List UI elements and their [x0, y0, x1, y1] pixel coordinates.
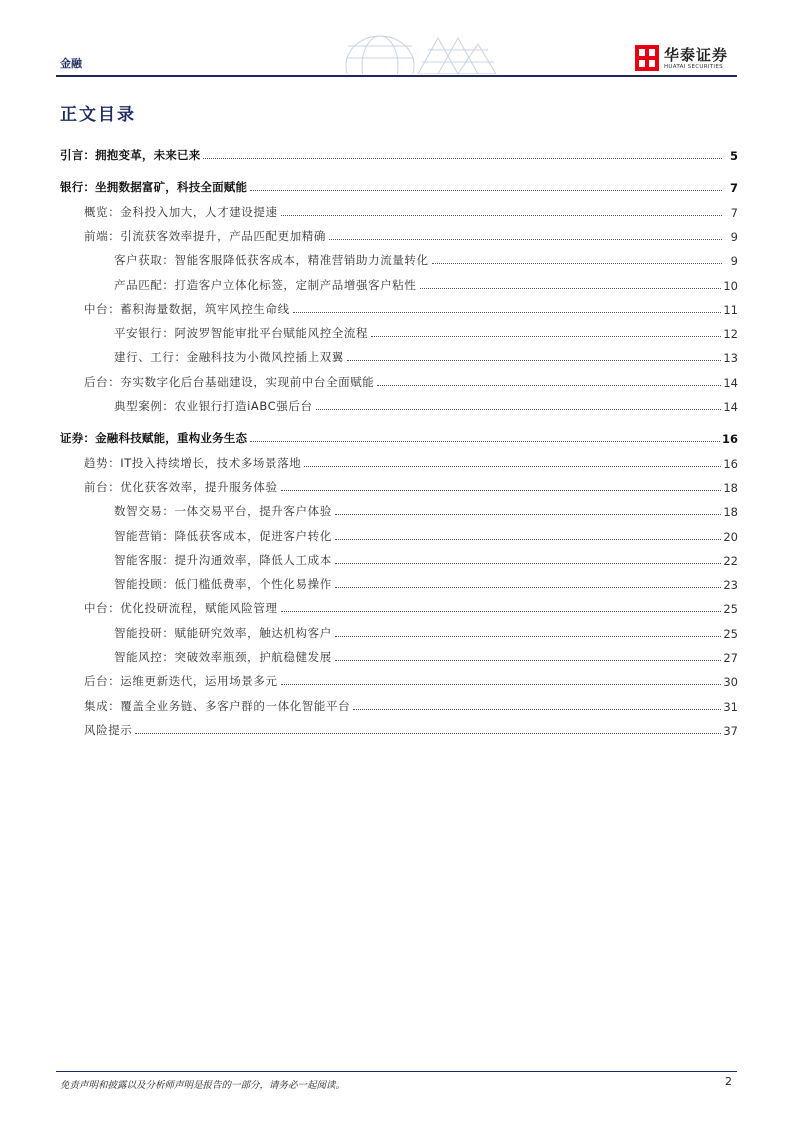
toc-entry-title: 建行、工行：金融科技为小微风控插上双翼: [114, 350, 344, 365]
toc-entry-page: 10: [723, 278, 738, 293]
toc-entry[interactable]: [84, 370, 738, 390]
toc-entry-title: 前台：优化获客效率，提升服务体验: [84, 479, 278, 494]
huatai-logo-mark-icon: [634, 44, 660, 72]
toc-leader-dots: [304, 466, 721, 467]
toc-entry-page: 23: [723, 578, 738, 593]
toc-leader-dots: [203, 158, 722, 159]
toc-entry[interactable]: [84, 451, 738, 471]
toc-leader-dots: [135, 733, 721, 734]
page-number: 2: [725, 1075, 732, 1088]
toc-entry-page: 25: [723, 602, 738, 617]
toc-entry[interactable]: [84, 669, 738, 689]
toc-leader-dots: [293, 312, 722, 313]
toc-entry-title: 概览：金科投入加大，人才建设提速: [84, 204, 278, 219]
header-rule: [56, 75, 737, 77]
toc-entry-title: 智能投研：赋能研究效率，触达机构客户: [114, 625, 332, 640]
toc-leader-dots: [281, 684, 722, 685]
toc-entry[interactable]: [84, 475, 738, 495]
toc-entry[interactable]: [114, 499, 738, 519]
toc-entry-title: 智能营销：降低获客成本，促进客户转化: [114, 528, 332, 543]
toc-leader-dots: [371, 336, 721, 337]
globe-decoration: [318, 32, 498, 74]
toc-entry[interactable]: [114, 572, 738, 592]
toc-entry-title: 数智交易：一体交易平台，提升客户体验: [114, 504, 332, 519]
toc-leader-dots: [347, 360, 721, 361]
toc-entry-title: 后台：运维更新迭代，运用场景多元: [84, 674, 278, 689]
header-section-label: 金融: [60, 57, 82, 70]
page-title: 正文目录: [60, 105, 136, 125]
toc-entry[interactable]: [114, 548, 738, 568]
toc-entry-page: 9: [730, 254, 738, 269]
toc-entry-page: 22: [723, 553, 738, 568]
toc-leader-dots: [377, 385, 721, 386]
toc-entry-title: 客户获取：智能客服降低获客成本，精准营销助力流量转化: [114, 253, 429, 268]
footer-rule: [56, 1071, 737, 1072]
toc-entry[interactable]: [114, 345, 738, 365]
toc-leader-dots: [335, 539, 722, 540]
toc-entry-page: 16: [723, 456, 738, 471]
toc-entry-title: 产品匹配：打造客户立体化标签，定制产品增强客户粘性: [114, 277, 417, 292]
toc-entry[interactable]: [114, 321, 738, 341]
toc-entry-title: 证券：金融科技赋能，重构业务生态: [60, 431, 248, 446]
toc-entry-title: 趋势：IT投入持续增长，技术多场景落地: [84, 455, 302, 470]
toc-entry[interactable]: [114, 273, 738, 293]
toc-leader-dots: [335, 660, 722, 661]
toc-entry-page: 30: [723, 675, 738, 690]
toc-entry-title: 智能客服：提升沟通效率，降低人工成本: [114, 552, 332, 567]
toc-entry-page: 16: [721, 432, 738, 447]
toc-entry[interactable]: [114, 248, 738, 268]
toc-entry-page: 5: [729, 149, 738, 163]
toc-entry-title: 前端：引流获客效率提升，产品匹配更加精确: [84, 228, 326, 243]
toc-leader-dots: [281, 215, 722, 216]
toc-leader-dots: [353, 709, 721, 710]
toc-leader-dots: [281, 490, 722, 491]
toc-entry-page: 18: [723, 480, 738, 495]
toc-entry-title: 中台：优化投研流程，赋能风险管理: [84, 601, 278, 616]
toc-entry[interactable]: [60, 175, 738, 195]
toc-entry[interactable]: [114, 524, 738, 544]
toc-leader-dots: [335, 563, 722, 564]
page-header: [0, 0, 793, 80]
toc-entry[interactable]: [84, 200, 738, 220]
toc-entry-title: 风险提示: [84, 722, 133, 737]
toc-leader-dots: [335, 636, 722, 637]
toc-entry-title: 中台：蓄积海量数据，筑牢风控生命线: [84, 301, 290, 316]
huatai-logo: [634, 44, 738, 72]
toc-entry-title: 集成：覆盖全业务链、多客户群的一体化智能平台: [84, 698, 351, 713]
toc-entry-page: 20: [723, 529, 738, 544]
toc-entry-title: 智能风控：突破效率瓶颈，护航稳健发展: [114, 650, 332, 664]
toc-entry-title: 典型案例：农业银行打造iABC强后台: [114, 399, 313, 413]
toc-entry[interactable]: [60, 143, 738, 163]
toc-entry-page: 13: [723, 351, 738, 366]
toc-leader-dots: [335, 587, 722, 588]
toc-leader-dots: [329, 239, 722, 240]
toc-leader-dots: [281, 611, 722, 612]
toc-entry[interactable]: [84, 596, 738, 616]
toc-entry-title: 银行：坐拥数据富矿，科技全面赋能: [60, 180, 248, 195]
toc-leader-dots: [432, 263, 722, 264]
toc-entry-page: 31: [723, 699, 738, 714]
logo-chinese-name: 华泰证券: [664, 46, 729, 64]
toc-leader-dots: [316, 409, 722, 410]
toc-entry-page: 14: [723, 400, 738, 414]
toc-entry-page: 11: [723, 302, 738, 317]
toc-entry-page: 7: [730, 205, 738, 220]
toc-entry[interactable]: [84, 297, 738, 317]
toc-entry-page: 9: [730, 229, 738, 244]
toc-entry-title: 智能投顾：低门槛低费率，个性化易操作: [114, 577, 332, 592]
toc-entry[interactable]: [84, 224, 738, 244]
logo-english-name: HUATAI SECURITIES: [664, 64, 723, 70]
footer-disclaimer: 免责声明和披露以及分析师声明是报告的一部分，请务必一起阅读。: [60, 1080, 346, 1091]
toc-entry[interactable]: [60, 426, 738, 446]
toc-entry-page: 27: [723, 651, 738, 665]
toc-entry[interactable]: [114, 621, 738, 641]
toc-leader-dots: [250, 190, 722, 191]
toc-leader-dots: [250, 441, 720, 442]
toc-entry-title: 引言：拥抱变革，未来已来: [60, 148, 201, 162]
toc-entry-page: 18: [723, 505, 738, 520]
toc-entry-page: 37: [723, 723, 738, 738]
toc-leader-dots: [335, 514, 722, 515]
toc-leader-dots: [420, 288, 722, 289]
toc-entry[interactable]: [84, 718, 738, 738]
toc-entry-page: 14: [723, 375, 738, 390]
toc-entry-page: 25: [723, 626, 738, 641]
toc-entry[interactable]: [84, 694, 738, 714]
toc-entry[interactable]: [114, 645, 738, 665]
toc-entry-page: 12: [723, 327, 738, 342]
toc-entry-title: 平安银行：阿波罗智能审批平台赋能风控全流程: [114, 326, 369, 341]
toc-entry[interactable]: [114, 394, 738, 414]
toc-entry-title: 后台：夯实数字化后台基础建设，实现前中台全面赋能: [84, 374, 375, 389]
toc-entry-page: 7: [729, 181, 738, 196]
